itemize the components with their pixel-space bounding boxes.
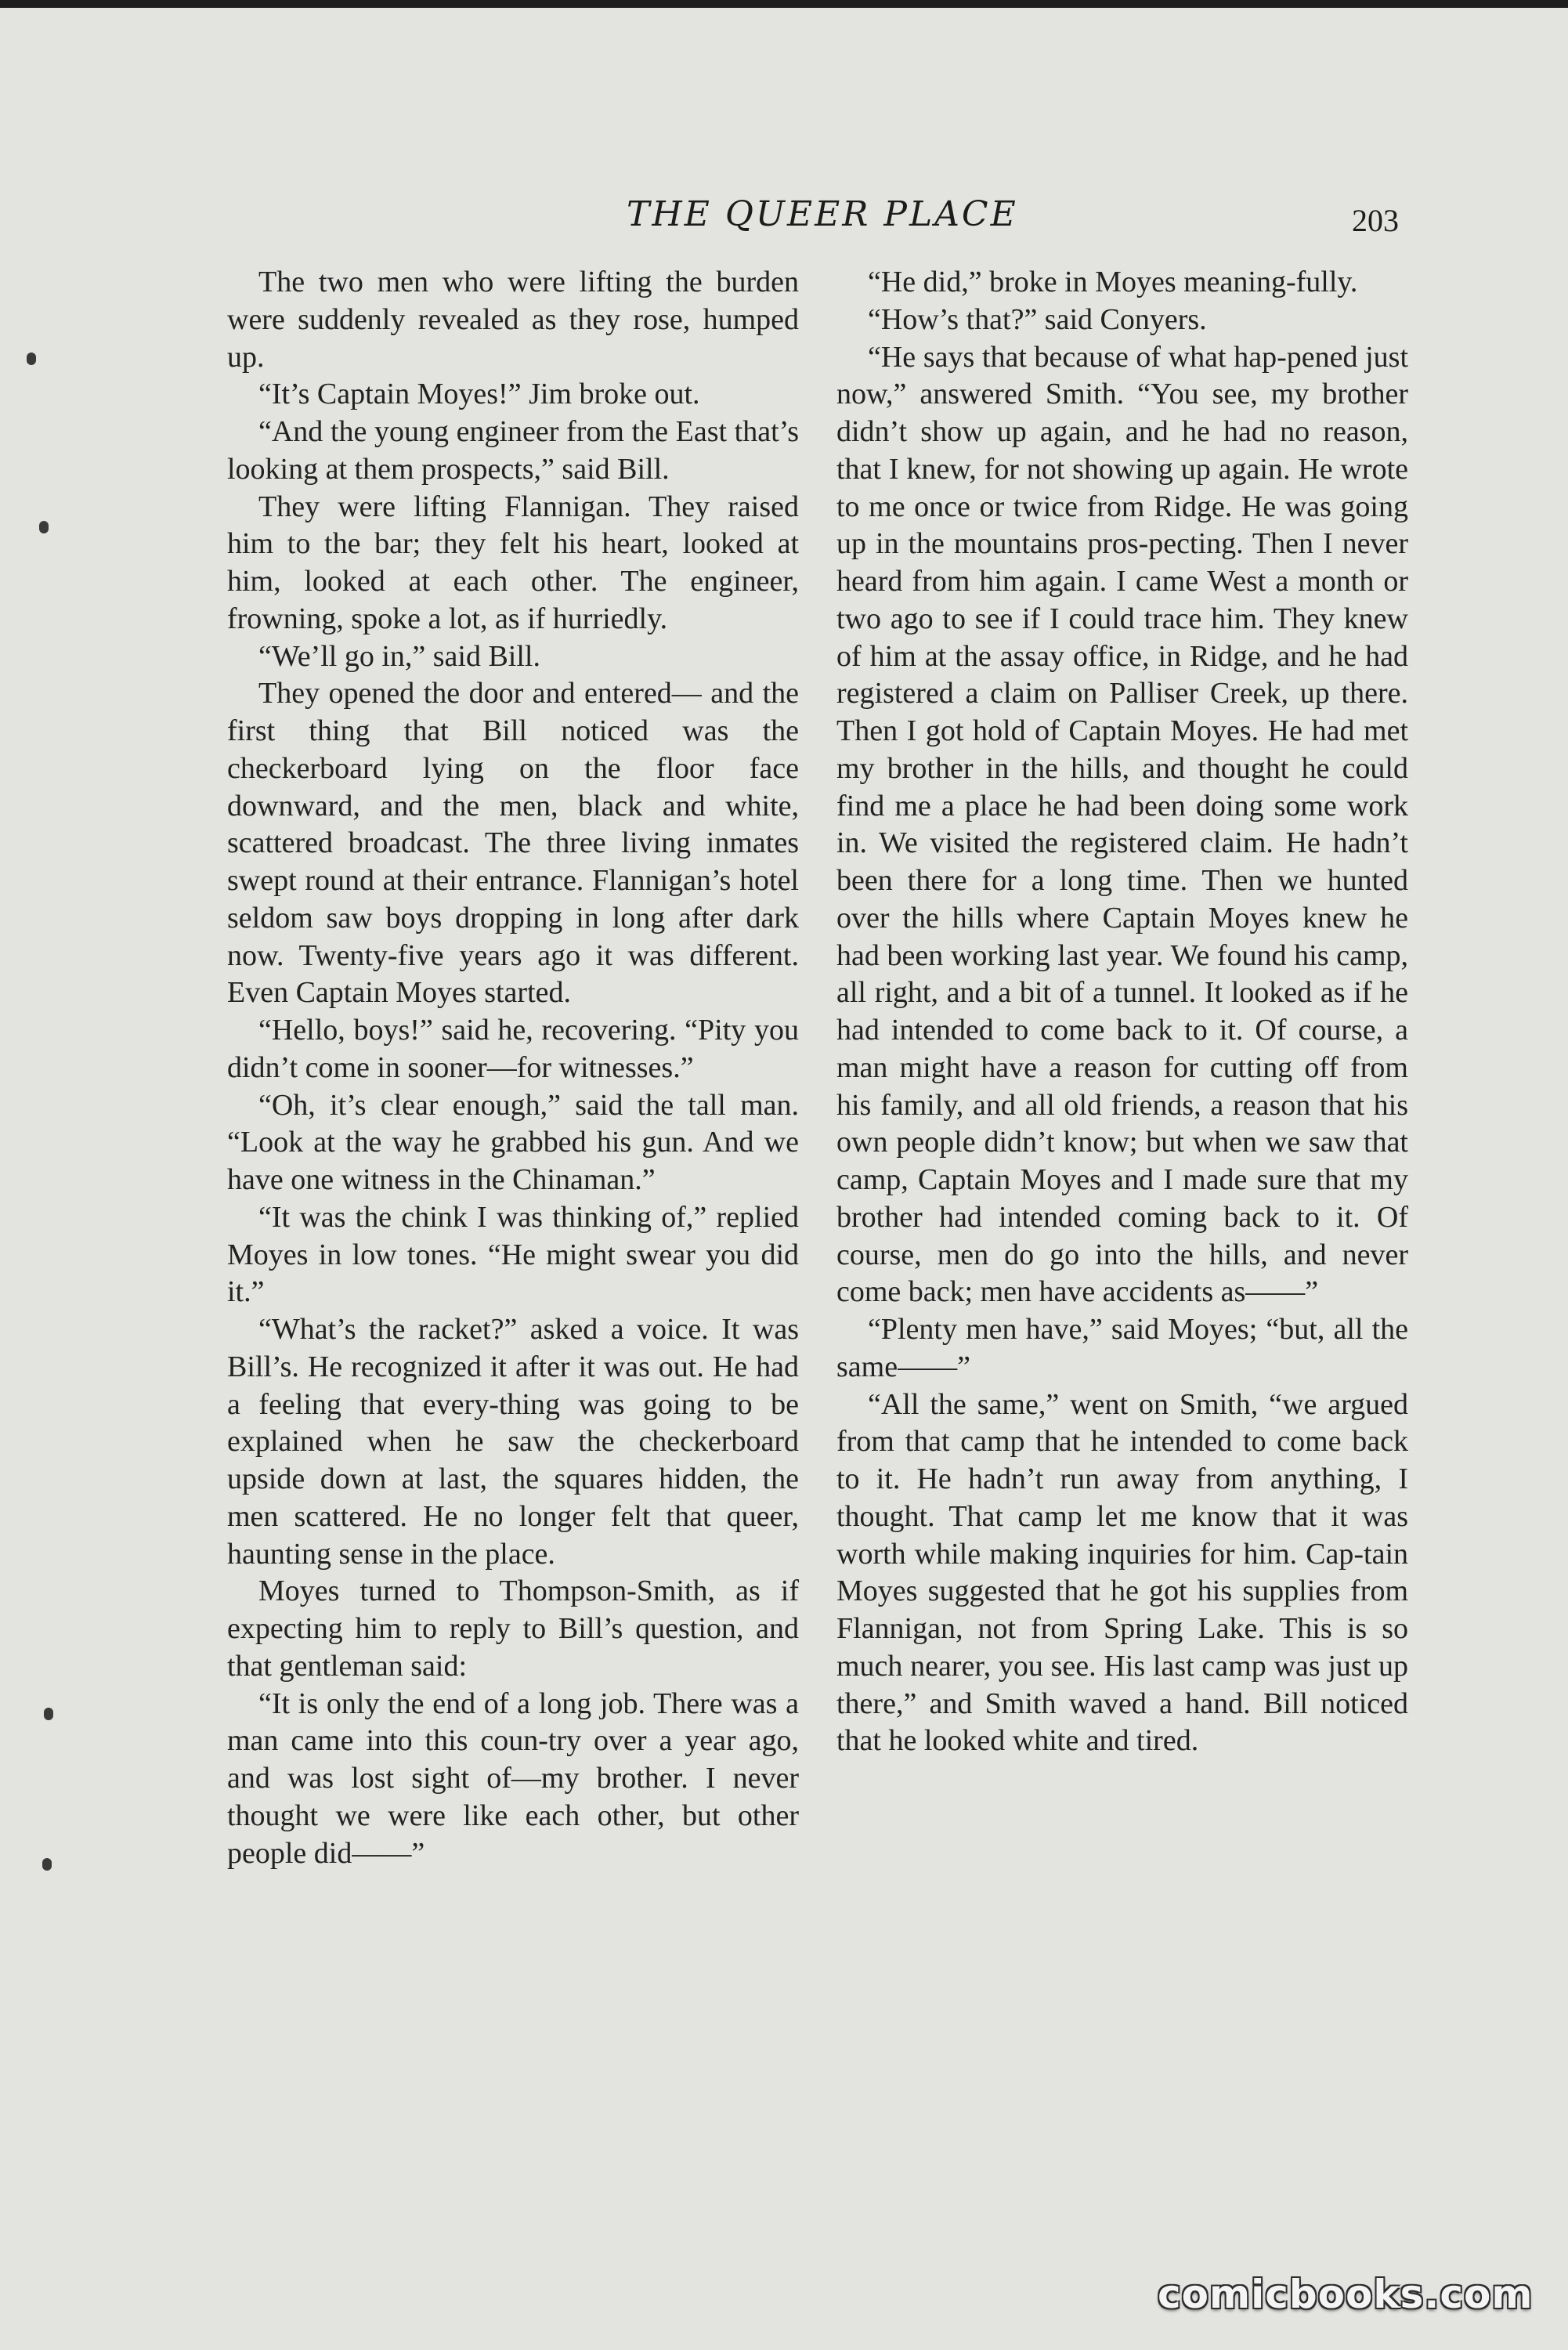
- paragraph: “It’s Captain Moyes!” Jim broke out.: [258, 378, 700, 411]
- running-head: [0, 194, 1568, 241]
- paragraph: “How’s that?” said Conyers.: [868, 302, 1207, 336]
- paragraph: “He says that because of what hap-pened just now,” answered Smith. “You see, my brother didn’t show up again, and he had no reason, that I knew, for not showing up again. He wrote to me once or twice from Ridge. He was going up in the mountains pros-pecting. Then I never heard from him again. I came West a month or two ago to see if I could trace him. They knew of him at the assay office, in Ridge, and he had registered a claim on Palliser Creek, up there. Then I got hold of Captain Moyes. He had met my brother in the hills, and thought he could find me a place he had been doing some work in. We visited the registered claim. He hadn’t been there for a long time. Then we hunted over the hills where Captain Moyes knew he had been working last year. We found his camp, all right, and a bit of a tunnel. It looked as if he had intended to come back to it. Of course, a man might have a reason for cutting off from his family, and all old friends, a reason that his own people didn’t know; but when we saw that camp, Captain Moyes and I made sure that my brother had intended coming back to it. Of course, men do go into the hills, and never come back; men have accidents as——”: [836, 340, 1408, 1309]
- paragraph: “Plenty men have,” said Moyes; “but, all the same——”: [836, 1313, 1408, 1383]
- paragraph: They were lifting Flannigan. They raised him to the bar; they felt his heart, looked at him, looked at each other. The engineer, frowning, spoke a lot, as if hurriedly.: [227, 490, 799, 635]
- page-number: 203: [1352, 203, 1399, 238]
- paragraph: “Oh, it’s clear enough,” said the tall man. “Look at the way he grabbed his gun. And we have one witness in the Chinaman.”: [227, 1088, 799, 1196]
- binding-hole: [42, 1858, 52, 1871]
- paragraph: They opened the door and entered— and the first thing that Bill noticed was the checkerboard lying on the floor face downward, and the men, black and white, scattered broadcast. The three living inmates swept round at their entrance. Flannigan’s hotel seldom saw boys dropping in long after dark now. Twenty-five years ago it was different. Even Captain Moyes started.: [227, 677, 799, 1010]
- right-column: [836, 264, 1408, 1760]
- running-title: THE QUEER PLACE: [627, 194, 1018, 234]
- paragraph: “It was the chink I was thinking of,” replied Moyes in low tones. “He might swear you did it.”: [227, 1200, 799, 1309]
- binding-hole: [44, 1708, 53, 1720]
- paragraph: The two men who were lifting the burden were suddenly revealed as they rose, humped up.: [227, 266, 799, 374]
- paragraph: Moyes turned to Thompson-Smith, as if expecting him to reply to Bill’s question, and that gentleman said:: [227, 1574, 799, 1683]
- paragraph: “And the young engineer from the East that’s looking at them prospects,” said Bill.: [227, 415, 799, 486]
- paragraph: “We’ll go in,” said Bill.: [258, 639, 540, 673]
- paragraph: “All the same,” went on Smith, “we argued from that camp that he intended to come back to it. He hadn’t run away from anything, I thought. That camp let me know that it was worth while making inquiries for him. Cap-tain Moyes suggested that he got his supplies from Flannigan, not from Spring Lake. This is so much nearer, you see. His last camp was just up there,” and Smith waved a hand. Bill noticed that he looked white and tired.: [836, 1387, 1408, 1758]
- left-column: [227, 264, 799, 1872]
- paragraph: “Hello, boys!” said he, recovering. “Pity you didn’t come in sooner—for witnesses.”: [227, 1014, 799, 1084]
- binding-hole: [39, 521, 49, 533]
- paragraph: “He did,” broke in Moyes meaning-fully.: [868, 266, 1358, 298]
- paragraph: “It is only the end of a long job. There was a man came into this coun-try over a year ago, and was lost sight of—my brother. I never thought we were like each other, but other people did——”: [227, 1687, 799, 1870]
- paragraph: “What’s the racket?” asked a voice. It was Bill’s. He recognized it after it was out. He had a feeling that every-thing was going to be explained when he saw the checkerboard upside down at last, the squares hidden, the men scattered. He no longer felt that queer, haunting sense in the place.: [227, 1313, 799, 1571]
- binding-hole: [27, 352, 36, 365]
- watermark: comicbooks.com: [1158, 2272, 1534, 2317]
- top-edge: [0, 0, 1568, 8]
